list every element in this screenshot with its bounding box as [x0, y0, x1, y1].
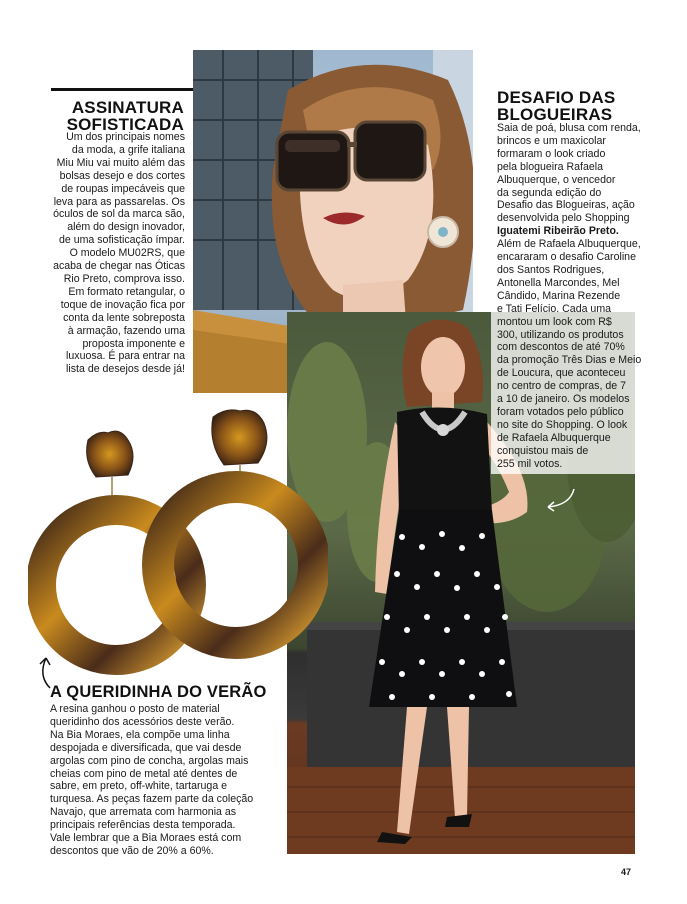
text-line: desenvolvida pelo Shopping	[497, 212, 630, 225]
text-line: Antonella Marcondes, Mel	[497, 276, 620, 289]
text-line: pela blogueira Rafaela	[497, 160, 604, 173]
headline-line: ASSINATURA	[71, 98, 184, 117]
text-line: de roupas impecáveis que	[61, 182, 185, 195]
text-line: além do design inovador,	[67, 221, 185, 234]
text-line: queridinho dos acessórios deste verão.	[50, 715, 235, 728]
text-line: despojada e diversificada, que vai desde	[50, 741, 242, 754]
text-line: óculos de sol da marca são,	[53, 208, 185, 221]
text-line: formaram o look criado	[497, 147, 606, 160]
text-line: da moda, a grife italiana	[71, 143, 185, 156]
text-line: Cândido, Marina Rezende	[497, 289, 621, 302]
text-line: da promoção Três Dias e Meio	[497, 354, 642, 367]
text-line: no centro de compras, de 7	[497, 380, 626, 393]
headline-assinatura	[40, 99, 184, 133]
text-line: Albuquerque, o vencedor	[497, 173, 616, 186]
text-line: Em formato retangular, o	[68, 285, 185, 298]
text-line: de uma sofisticação ímpar.	[58, 234, 185, 247]
text-line: a 10 de janeiro. Os modelos	[497, 393, 630, 406]
text-line: sabre, em preto, off-white, tartaruga e	[50, 780, 228, 793]
text-line: Além de Rafaela Albuquerque,	[497, 238, 641, 251]
shell-stud-left	[87, 431, 133, 477]
text-line: bolsas desejo e dos cortes	[59, 169, 185, 182]
text-line: conquistou mais de	[497, 444, 589, 457]
text-line: Miu Miu vai muito além das	[56, 156, 185, 169]
text-line: dos Santos Rodrigues,	[497, 263, 605, 276]
text-line: proposta imponente e	[82, 337, 185, 350]
text-line: A resina ganhou o posto de material	[50, 703, 220, 715]
text-line: Navajo, que arremata com harmonia as	[50, 806, 237, 819]
headline-desafio	[497, 89, 647, 123]
text-line: argolas com pino de concha, argolas mais	[50, 754, 249, 767]
text-line: Vale lembrar que a Bia Moraes está com	[50, 832, 242, 845]
tortoise-earrings-image	[28, 405, 328, 680]
headline-queridinha: A QUERIDINHA DO VERÃO	[50, 683, 267, 701]
text-line: brincos e um maxicolar	[497, 134, 606, 147]
text-line: O modelo MU02RS, que	[69, 247, 185, 260]
text-line: luxuosa. É para entrar na	[66, 350, 185, 363]
curved-arrow-icon	[540, 485, 580, 515]
text-line: acaba de chegar nas Óticas	[53, 260, 185, 273]
text-line: encararam o desafio Caroline	[497, 251, 636, 264]
headline-line: DESAFIO DAS	[497, 88, 616, 107]
text-line: de Rafaela Albuquerque	[497, 431, 611, 444]
headline-line: SOFISTICADA	[66, 115, 184, 134]
text-line: Um dos principais nomes	[66, 131, 185, 143]
text-line: Rio Preto, comprova isso.	[63, 272, 185, 285]
text-line: foram votados pelo público	[497, 405, 624, 418]
article-queridinha-body	[50, 703, 290, 858]
top-rule	[51, 88, 193, 91]
text-line: Na Bia Moraes, ela compõe uma linha	[50, 728, 230, 741]
text-line: e Tati Felício. Cada uma	[497, 302, 612, 315]
text-line: lista de desejos desde já!	[66, 363, 185, 376]
article-desafio-body	[497, 122, 645, 470]
text-line: no site do Shopping. O look	[497, 418, 628, 431]
text-line: de Loucura, que aconteceu	[497, 367, 626, 380]
headline-line: BLOGUEIRAS	[497, 105, 613, 124]
page-number: 47	[621, 867, 632, 877]
article-assinatura-body	[40, 131, 185, 376]
text-line: da segunda edição do	[497, 186, 602, 199]
text-line: cheias com pino de metal até dentes de	[50, 767, 238, 780]
shell-stud-right	[212, 410, 267, 465]
text-line: turquesa. As peças fazem parte da coleção	[50, 793, 254, 806]
text-line: com descontos de até 70%	[497, 341, 625, 354]
text-line: 300, utilizando os produtos	[497, 328, 624, 341]
text-line: conta da lente sobreposta	[63, 311, 185, 324]
text-line: montou um look com R$	[497, 315, 612, 328]
text-line: principais referências desta temporada.	[50, 819, 236, 832]
text-line: 255 mil votos.	[497, 457, 563, 470]
text-line: Saia de poá, blusa com renda,	[497, 122, 641, 134]
text-line: Iguatemi Ribeirão Preto.	[497, 225, 619, 238]
text-line: à armação, fazendo uma	[67, 324, 185, 337]
text-line: leva para as passarelas. Os	[53, 195, 185, 208]
text-line: Desafio das Blogueiras, ação	[497, 199, 635, 212]
text-line: toque de inovação fica por	[60, 298, 185, 311]
text-line: descontos que vão de 20% a 60%.	[50, 844, 214, 857]
